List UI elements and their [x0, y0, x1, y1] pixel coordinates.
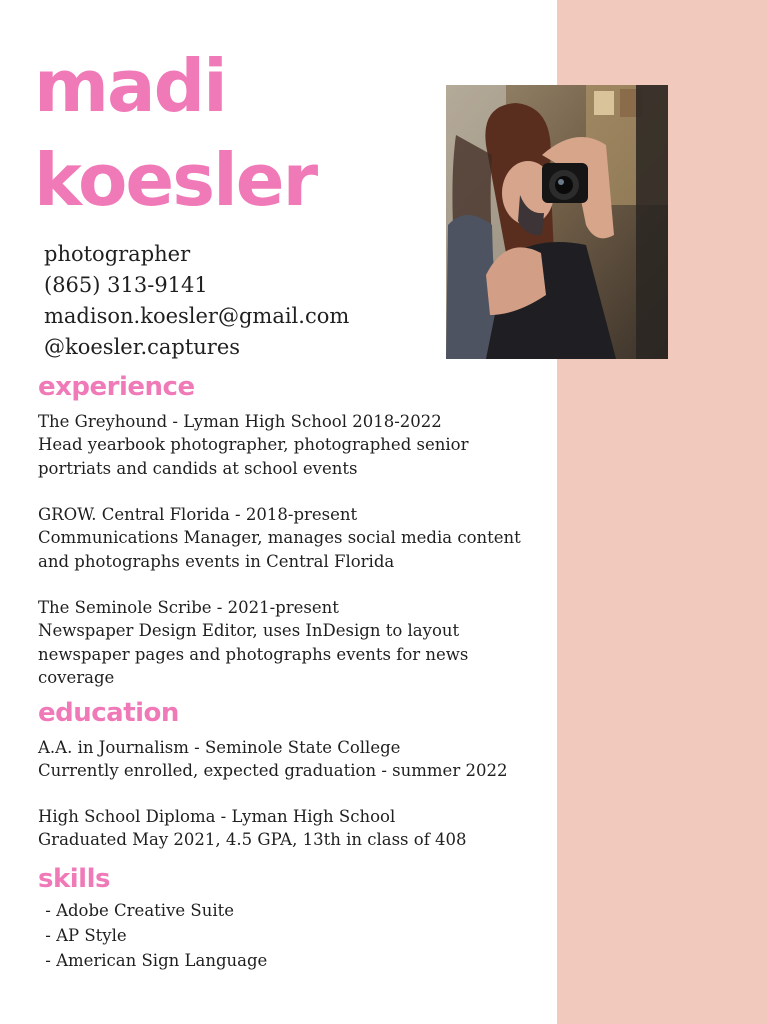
education-heading: education	[38, 698, 179, 728]
social-handle: @koesler.captures	[44, 335, 241, 359]
experience-entry-title: The Seminole Scribe - 2021-present	[38, 598, 339, 617]
education-entry-title: High School Diploma - Lyman High School	[38, 807, 396, 826]
education-entry-title: A.A. in Journalism - Seminole State College	[38, 738, 401, 757]
experience-heading: experience	[38, 372, 195, 402]
skill-item: - American Sign Language	[40, 951, 268, 970]
skills-heading: skills	[38, 864, 110, 894]
job-title: photographer	[44, 242, 191, 266]
last-name: koesler	[34, 138, 317, 222]
contact-block	[44, 239, 349, 363]
experience-entry-title: The Greyhound - Lyman High School 2018-2022	[38, 412, 442, 431]
experience-entry	[38, 596, 553, 689]
first-name: madi	[34, 44, 226, 128]
profile-photo	[446, 85, 668, 359]
skill-item: - AP Style	[40, 926, 127, 945]
education-entry-description: Currently enrolled, expected graduation - summer 2022	[38, 761, 508, 781]
skills-list	[40, 898, 267, 973]
experience-entry-description: Newspaper Design Editor, uses InDesign to layout newspaper pages and photographs events for news coverage	[38, 621, 469, 687]
experience-entry-description: Communications Manager, manages social media content and photographs events in Central Florida	[38, 528, 521, 571]
email-address: madison.koesler@gmail.com	[44, 304, 350, 328]
name-heading	[34, 46, 316, 234]
education-entry	[38, 805, 553, 852]
experience-entry	[38, 410, 553, 480]
education-entry-description: Graduated May 2021, 4.5 GPA, 13th in class of 408	[38, 830, 467, 850]
phone-number: (865) 313-9141	[44, 273, 208, 297]
skill-item: - Adobe Creative Suite	[40, 901, 235, 920]
experience-entry-title: GROW. Central Florida - 2018-present	[38, 505, 358, 524]
experience-entry	[38, 503, 553, 573]
experience-entry-description: Head yearbook photographer, photographed senior portriats and candids at school events	[38, 435, 469, 478]
education-entry	[38, 736, 553, 783]
